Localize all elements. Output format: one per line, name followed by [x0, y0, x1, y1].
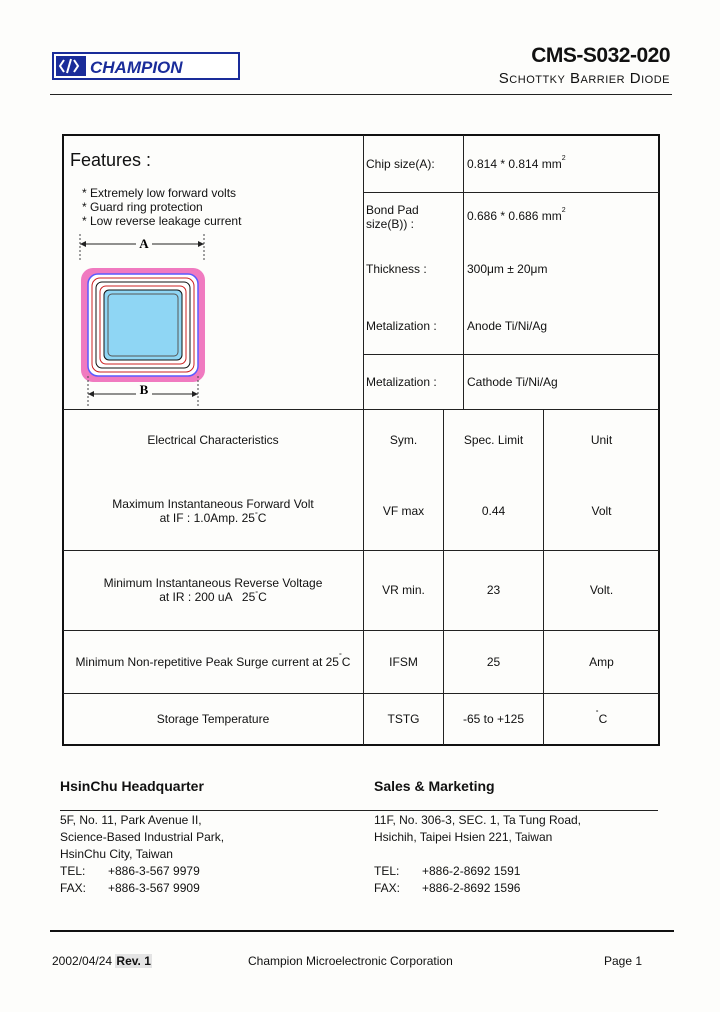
bond-pad-label-line: size(B)) :	[366, 217, 414, 231]
desc-line	[63, 590, 363, 604]
thickness-label: Thickness :	[366, 262, 427, 276]
bond-pad-label-line: Bond Pad	[366, 203, 419, 217]
footer-page-number: Page 1	[604, 954, 643, 968]
chip-size-value	[467, 157, 566, 171]
col-header-characteristics: Electrical Characteristics	[147, 433, 279, 447]
unit-exponent: 2	[561, 207, 566, 214]
hq-fax	[60, 880, 224, 897]
chip-diagram	[76, 232, 210, 408]
table-cell-unit: Volt.	[589, 583, 614, 597]
fax-number: +886-3-567 9909	[108, 881, 200, 895]
divider	[363, 354, 659, 355]
dim-a-label: A	[139, 236, 149, 251]
desc-unit: C	[341, 655, 351, 669]
col-header-unit: Unit	[590, 433, 613, 447]
footer-company: Champion Microelectronic Corporation	[248, 954, 453, 968]
header-rule	[50, 94, 672, 95]
address-line: 5F, No. 11, Park Avenue II,	[60, 813, 202, 827]
divider	[363, 192, 659, 193]
feature-item: * Low reverse leakage current	[82, 214, 242, 228]
dim-b-label: B	[139, 382, 149, 397]
table-cell-limit: -65 to +125	[462, 712, 525, 726]
revision-badge: Rev. 1	[116, 954, 151, 968]
sales-title: Sales & Marketing	[374, 778, 495, 794]
metalization-label: Metalization :	[366, 375, 437, 389]
tel-label: TEL:	[60, 864, 86, 878]
thickness-value: 300μm ± 20μm	[467, 262, 548, 276]
champion-logo	[52, 52, 240, 80]
divider	[63, 630, 659, 631]
tel-number: +886-2-8692 1591	[422, 864, 521, 878]
tel-number: +886-3-567 9979	[108, 864, 200, 878]
col-header-sym: Sym.	[389, 433, 418, 447]
divider	[63, 409, 659, 410]
divider	[443, 410, 444, 745]
chip-size-value-text: 0.814 * 0.814 mm	[467, 157, 562, 171]
hq-address	[60, 812, 224, 897]
degree-symbol: °	[254, 512, 258, 519]
feature-item: * Guard ring protection	[82, 200, 203, 214]
contact-rule	[60, 810, 658, 811]
table-row-desc	[63, 497, 363, 525]
bond-pad-value	[467, 209, 566, 223]
logo-text: CHAMPION	[90, 58, 183, 77]
address-line: Hsichih, Taipei Hsien 221, Taiwan	[374, 830, 553, 844]
footer-rule	[50, 930, 674, 932]
fax-number: +886-2-8692 1596	[422, 881, 521, 895]
fax-label: FAX:	[60, 881, 87, 895]
device-type: Schottky Barrier Diode	[498, 70, 670, 87]
metalization-label: Metalization :	[366, 319, 437, 333]
desc-text: Minimum Non-repetitive Peak Surge current at 25	[75, 655, 339, 669]
divider	[63, 693, 659, 694]
chip-size-label: Chip size(A):	[366, 157, 435, 171]
table-row-desc	[63, 655, 363, 669]
table-cell-unit: Volt	[591, 504, 612, 518]
desc-unit: C	[258, 590, 267, 604]
desc-unit: C	[257, 511, 267, 525]
degree-symbol: °	[338, 653, 342, 660]
desc-line: Maximum Instantaneous Forward Volt	[112, 497, 314, 511]
feature-item: * Extremely low forward volts	[82, 186, 237, 200]
divider	[543, 410, 544, 745]
part-number: CMS-S032-020	[531, 44, 670, 67]
tel-label: TEL:	[374, 864, 400, 878]
table-cell-sym: VF max	[382, 504, 425, 518]
address-line: HsinChu City, Taiwan	[60, 847, 173, 861]
table-row-desc	[63, 576, 363, 604]
desc-text: at IF : 1.0Amp. 25	[159, 511, 255, 525]
col-header-limit: Spec. Limit	[463, 433, 524, 447]
hq-tel	[60, 863, 224, 880]
table-cell-unit	[544, 712, 659, 726]
table-row-desc: Storage Temperature	[156, 712, 270, 726]
unit-text: C	[598, 712, 608, 726]
table-cell-limit: 23	[486, 583, 501, 597]
sales-fax	[374, 880, 581, 897]
address-line: Science-Based Industrial Park,	[60, 830, 225, 844]
address-line: 11F, No. 306-3, SEC. 1, Ta Tung Road,	[374, 813, 582, 827]
degree-symbol: °	[595, 710, 599, 717]
desc-text: at IR : 200 uA 25	[159, 590, 256, 604]
features-heading: Features :	[70, 150, 152, 170]
metalization-anode-value: Anode Ti/Ni/Ag	[467, 319, 548, 333]
table-cell-unit: Amp	[589, 655, 614, 669]
table-cell-sym: IFSM	[389, 655, 418, 669]
desc-line: Minimum Instantaneous Reverse Voltage	[103, 576, 323, 590]
bond-pad-value-text: 0.686 * 0.686 mm	[467, 209, 562, 223]
unit-exponent: 2	[561, 155, 566, 162]
bond-pad-label	[366, 203, 419, 231]
table-cell-limit: 25	[486, 655, 501, 669]
table-cell-sym: TSTG	[387, 712, 420, 726]
metalization-cathode-value: Cathode Ti/Ni/Ag	[467, 375, 558, 389]
degree-symbol: °	[255, 591, 259, 598]
table-cell-limit: 0.44	[481, 504, 506, 518]
sales-tel	[374, 863, 581, 880]
footer-date: 2002/04/24	[52, 954, 113, 968]
divider	[63, 550, 659, 551]
desc-line	[63, 511, 363, 525]
hq-title: HsinChu Headquarter	[60, 778, 204, 794]
table-cell-sym: VR min.	[382, 583, 425, 597]
spacer	[374, 846, 581, 863]
sales-address	[374, 812, 581, 897]
features-list	[82, 186, 241, 228]
divider	[463, 135, 464, 410]
fax-label: FAX:	[374, 881, 401, 895]
footer-date-rev	[52, 954, 152, 968]
